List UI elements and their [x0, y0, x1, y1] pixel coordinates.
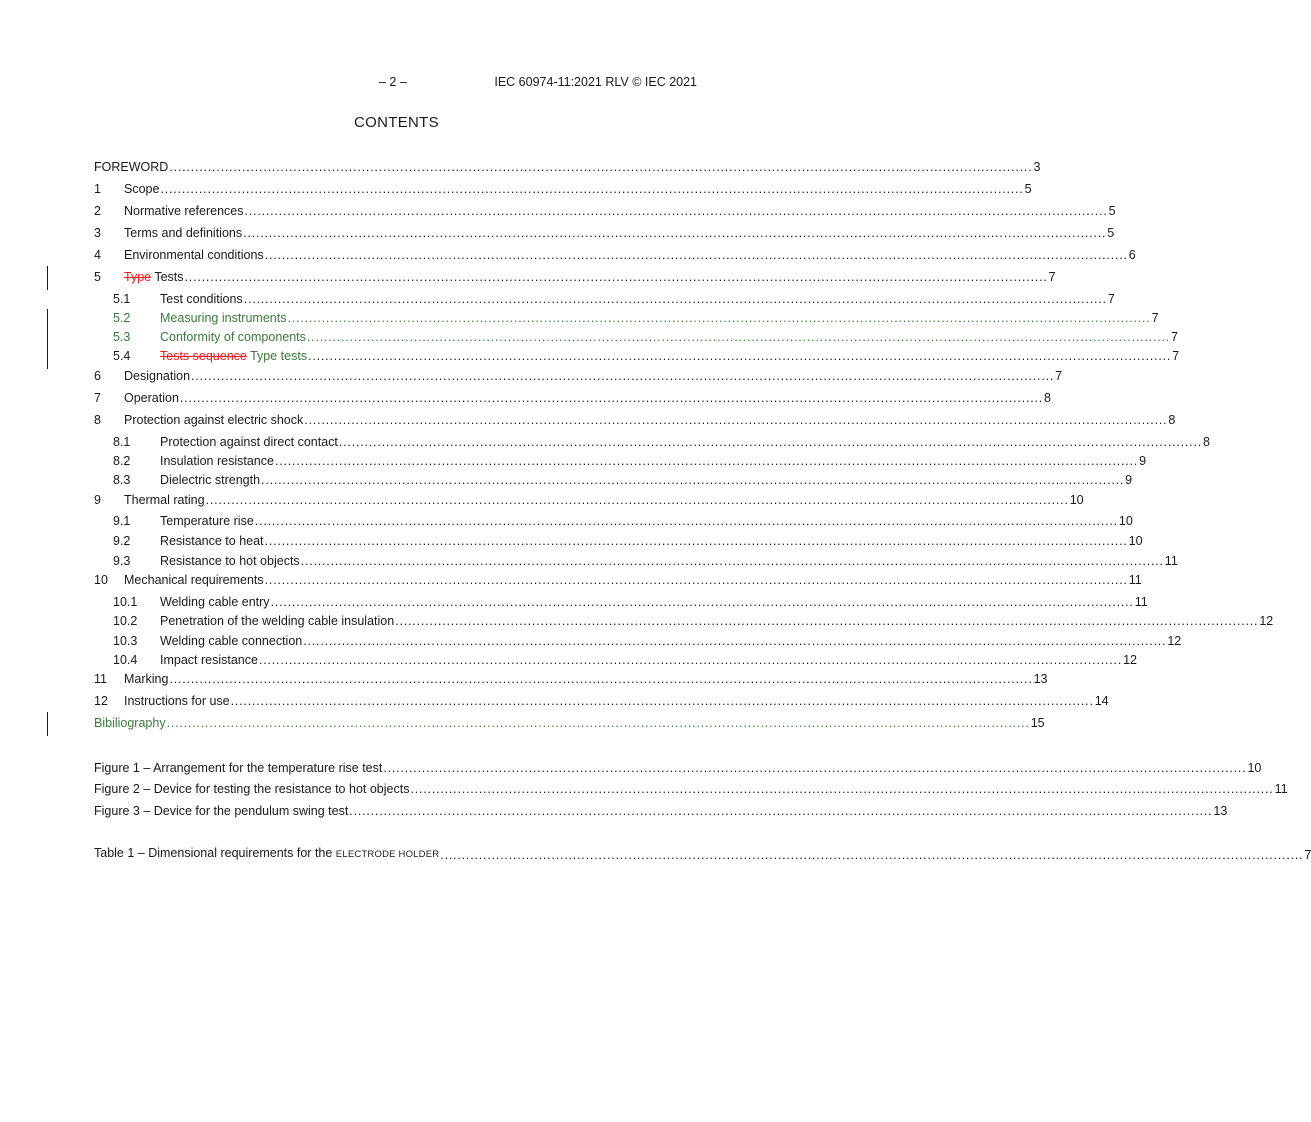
figure-title: Figure 2 – Device for testing the resistance to hot objects: [94, 782, 410, 796]
toc-title: Resistance to heat: [160, 534, 264, 548]
toc-number: 8.1: [113, 435, 131, 449]
toc-number: 5.1: [113, 292, 131, 306]
toc-number: 3: [94, 226, 101, 240]
toc-entry[interactable]: 8.3 Dielectric strength .......................................................................................................................................................................................................... 9: [94, 470, 697, 488]
toc-number: 8: [94, 413, 101, 427]
toc-entry[interactable]: 10.2 Penetration of the welding cable insulation .......................................................................................................................................................................................................... 12: [94, 611, 697, 629]
toc-number: 10.2: [113, 614, 138, 628]
toc-number: 12: [94, 694, 108, 708]
toc-entry[interactable]: 11 Marking .......................................................................................................................................................................................................... 13: [94, 672, 1048, 686]
toc-page: 8: [1203, 435, 1210, 449]
figure-entry[interactable]: Figure 1 – Arrangement for the temperature rise test .......................................................................................................................................................................................................... 10: [94, 761, 1262, 775]
inserted-text: Type tests: [246, 349, 308, 363]
toc-page: 12: [1259, 614, 1274, 628]
toc-entry[interactable]: 3 Terms and definitions .......................................................................................................................................................................................................... 5: [94, 226, 1115, 240]
toc-entry[interactable]: 4 Environmental conditions .......................................................................................................................................................................................................... 6: [94, 248, 1136, 262]
toc-page: 7: [1172, 349, 1180, 363]
toc-page: 7: [1048, 270, 1056, 284]
toc-page: 5: [1024, 182, 1032, 196]
toc-title: Welding cable entry: [160, 595, 270, 609]
toc-title: Penetration of the welding cable insulation: [160, 614, 395, 628]
figure-page: 13: [1213, 804, 1228, 818]
table-entry[interactable]: Table 1 – Dimensional requirements for the ELECTRODE HOLDER .......................................................................................................................................................................................................... 7: [94, 846, 1311, 862]
toc-entry[interactable]: 10.1 Welding cable entry .......................................................................................................................................................................................................... 11: [94, 592, 697, 610]
toc-number: 9.1: [113, 514, 131, 528]
toc-entry[interactable]: 9.1 Temperature rise .......................................................................................................................................................................................................... 10: [94, 511, 697, 529]
change-bar: [47, 712, 48, 736]
toc-entry[interactable]: 9 Thermal rating .......................................................................................................................................................................................................... 10: [94, 493, 1084, 507]
change-bar: [47, 309, 48, 369]
toc-title: Marking: [124, 672, 169, 686]
toc-title: Resistance to hot objects: [160, 554, 300, 568]
toc-entry[interactable]: 9.2 Resistance to heat .......................................................................................................................................................................................................... 10: [94, 531, 697, 549]
deleted-text: Type: [124, 270, 152, 284]
toc-page: 6: [1128, 248, 1136, 262]
toc-title: Bibiliography: [94, 716, 166, 730]
toc-page: 11: [1164, 554, 1178, 568]
toc-title: Thermal rating: [124, 493, 205, 507]
toc-title: Insulation resistance: [160, 454, 274, 468]
table-page: 7: [1304, 848, 1311, 862]
toc-title: Measuring instruments: [160, 311, 287, 325]
toc-entry[interactable]: 7 Operation .......................................................................................................................................................................................................... 8: [94, 391, 1051, 405]
toc-number: 8.2: [113, 454, 131, 468]
toc-page: 12: [1167, 634, 1182, 648]
toc-entry[interactable]: 8 Protection against electric shock .......................................................................................................................................................................................................... 8: [94, 413, 1176, 427]
toc-page: 11: [1128, 573, 1142, 587]
toc-title: Protection against electric shock: [124, 413, 304, 427]
toc-page: 7: [1151, 311, 1159, 325]
toc-page: 5: [1107, 226, 1115, 240]
toc-entry-bibliography[interactable]: Bibiliography .......................................................................................................................................................................................................... 15: [94, 716, 1045, 730]
toc-page: 11: [1134, 595, 1148, 609]
toc-page: 10: [1118, 514, 1133, 528]
toc-number: 2: [94, 204, 101, 218]
toc-page: 7: [1055, 369, 1063, 383]
page-number: – 2 –: [379, 75, 407, 89]
toc-title: Conformity of components: [160, 330, 306, 344]
toc-number: 8.3: [113, 473, 131, 487]
toc-page: 7: [1107, 292, 1115, 306]
toc-number: 9.3: [113, 554, 131, 568]
toc-title: Test conditions: [160, 292, 243, 306]
toc-number: 10.1: [113, 595, 138, 609]
toc-entry[interactable]: 6 Designation .......................................................................................................................................................................................................... 7: [94, 369, 1063, 383]
toc-entry[interactable]: 10.3 Welding cable connection .......................................................................................................................................................................................................... 12: [94, 631, 697, 649]
document-id: IEC 60974-11:2021 RLV © IEC 2021: [494, 75, 697, 89]
toc-number: 10.3: [113, 634, 138, 648]
contents-title: CONTENTS: [354, 114, 439, 131]
toc-number: 5: [94, 270, 101, 284]
toc-page: 8: [1168, 413, 1176, 427]
toc-title: Instructions for use: [124, 694, 230, 708]
toc-title: [160, 348, 307, 364]
toc-title: Impact resistance: [160, 653, 258, 667]
toc-title: Normative references: [124, 204, 244, 218]
toc-title: Operation: [124, 391, 179, 405]
toc-title: FOREWORD: [94, 160, 169, 174]
toc-number: 5.2: [113, 311, 131, 325]
figure-entry[interactable]: Figure 2 – Device for testing the resistance to hot objects .......................................................................................................................................................................................................... 11: [94, 782, 1288, 796]
page-header: [0, 75, 793, 93]
toc-number: 1: [94, 182, 101, 196]
toc-page: 10: [1128, 534, 1143, 548]
toc-number: 10.4: [113, 653, 138, 667]
toc-entry[interactable]: 12 Instructions for use .......................................................................................................................................................................................................... 14: [94, 694, 1109, 708]
toc-entry[interactable]: 10.4 Impact resistance .......................................................................................................................................................................................................... 12: [94, 650, 697, 668]
deleted-text: Tests sequence: [160, 349, 247, 363]
toc-entry[interactable]: 2 Normative references .......................................................................................................................................................................................................... 5: [94, 204, 1116, 218]
toc-number: 10: [94, 573, 108, 587]
toc-page: 10: [1069, 493, 1084, 507]
toc-page: 9: [1139, 454, 1147, 468]
toc-entry[interactable]: 5.2 Measuring instruments .......................................................................................................................................................................................................... 7: [94, 308, 697, 326]
toc-title: Protection against direct contact: [160, 435, 338, 449]
toc-page: 14: [1094, 694, 1109, 708]
toc-entry[interactable]: 10 Mechanical requirements .......................................................................................................................................................................................................... 11: [94, 573, 1142, 587]
table-title: Table 1 – Dimensional requirements for the ELECTRODE HOLDER: [94, 846, 440, 860]
toc-entry[interactable]: 5 Type Tests .......................................................................................................................................................................................................... 7: [94, 270, 1056, 284]
toc-number: 7: [94, 391, 101, 405]
toc-entry[interactable]: 5.3 Conformity of components .......................................................................................................................................................................................................... 7: [94, 327, 697, 345]
toc-number: 11: [94, 672, 107, 686]
figure-title: Figure 3 – Device for the pendulum swing test: [94, 804, 349, 818]
toc-entry[interactable]: 8.2 Insulation resistance .......................................................................................................................................................................................................... 9: [94, 451, 697, 469]
toc-number: 9.2: [113, 534, 131, 548]
toc-title: Designation: [124, 369, 191, 383]
figure-page: 10: [1247, 761, 1262, 775]
toc-number: 5.3: [113, 330, 131, 344]
toc-title: Terms and definitions: [124, 226, 243, 240]
toc-entry[interactable]: 8.1 Protection against direct contact .......................................................................................................................................................................................................... 8: [94, 432, 697, 450]
toc-page: 3: [1033, 160, 1041, 174]
toc-page: 8: [1044, 391, 1051, 405]
toc-page: 15: [1030, 716, 1045, 730]
toc-page: 12: [1123, 653, 1137, 667]
toc-number: 9: [94, 493, 101, 507]
toc-page: 5: [1108, 204, 1116, 218]
toc-entry[interactable]: 9.3 Resistance to hot objects .......................................................................................................................................................................................................... 11: [94, 551, 697, 569]
toc-entry-foreword[interactable]: FOREWORD .......................................................................................................................................................................................................... 3: [94, 160, 1041, 174]
change-bar: [47, 266, 48, 290]
toc-page: 7: [1171, 330, 1178, 344]
toc-number: 5.4: [113, 349, 131, 363]
toc-title: Mechanical requirements: [124, 573, 264, 587]
toc-title: Type Tests: [124, 270, 184, 284]
toc-entry[interactable]: 5.1 Test conditions .......................................................................................................................................................................................................... 7: [94, 289, 697, 307]
figure-page: 11: [1274, 782, 1288, 796]
figure-entry[interactable]: Figure 3 – Device for the pendulum swing test .......................................................................................................................................................................................................... 13: [94, 804, 1228, 818]
toc-number: 6: [94, 369, 101, 383]
toc-title: Scope: [124, 182, 160, 196]
toc-title: Welding cable connection: [160, 634, 303, 648]
toc-title: Environmental conditions: [124, 248, 264, 262]
toc-entry[interactable]: 1 Scope .......................................................................................................................................................................................................... 5: [94, 182, 1032, 196]
toc-title: Temperature rise: [160, 514, 254, 528]
toc-page: 13: [1033, 672, 1048, 686]
toc-title: Dielectric strength: [160, 473, 261, 487]
toc-page: 9: [1125, 473, 1133, 487]
toc-entry[interactable]: 5.4 Tests sequence Type tests .......................................................................................................................................................................................................... 7: [94, 346, 697, 364]
toc-number: 4: [94, 248, 101, 262]
figure-title: Figure 1 – Arrangement for the temperature rise test: [94, 761, 383, 775]
